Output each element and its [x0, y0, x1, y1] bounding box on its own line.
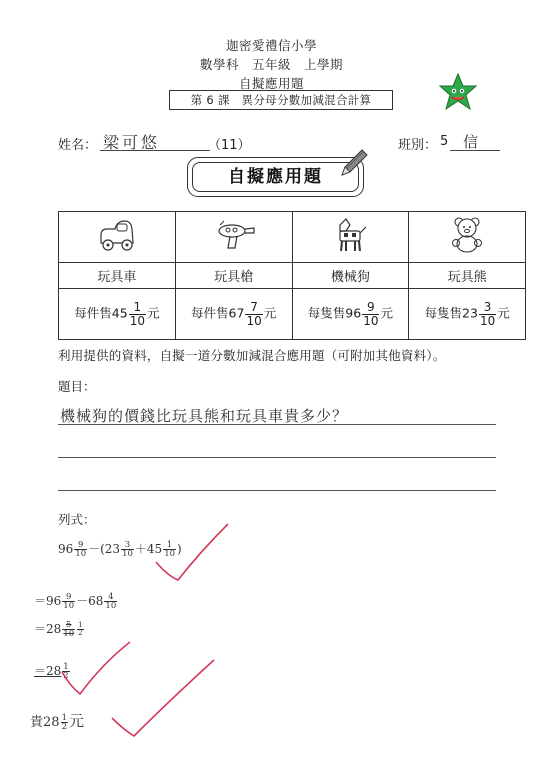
- price-whole: 23: [462, 305, 478, 321]
- writing-line: [58, 424, 496, 425]
- question-label: 題目：: [58, 379, 96, 394]
- item-name: 玩具槍: [175, 263, 292, 289]
- question-answer: 機械狗的價錢比玩具熊和玩具車貴多少？: [60, 407, 349, 425]
- class-label: 班別：: [398, 138, 438, 153]
- worksheet-title: 自擬應用題: [238, 76, 304, 91]
- working-label: 列式：: [58, 512, 96, 527]
- check-mark-icon: [62, 642, 130, 694]
- item-price: [59, 289, 176, 340]
- item-price: [292, 289, 409, 340]
- instruction-text: 利用提供的資料，自擬一道分數加減混合應用題（可附加其他資料）。: [58, 348, 446, 363]
- price-whole: 45: [111, 305, 128, 321]
- price-fraction: $\frac{3}{10}$: [479, 299, 496, 328]
- table-row: [59, 212, 526, 263]
- toy-gun-icon: [212, 215, 256, 255]
- robot-dog-icon: [328, 215, 372, 255]
- teddy-bear-icon: [445, 215, 489, 255]
- working-line-2: ＝96 $\frac{9}{10}$ －68 $\frac{4}{10}$: [34, 591, 117, 611]
- table-row: [59, 263, 526, 289]
- school-name: 迦密愛禮信小學: [225, 38, 317, 53]
- class-grade: 5: [440, 134, 449, 149]
- toy-car-icon: [95, 215, 139, 255]
- price-unit: 元: [380, 305, 393, 321]
- name-underline: [100, 150, 210, 151]
- item-name: 機械狗: [292, 263, 409, 289]
- subject-line: 數學科 五年級 上學期: [199, 57, 343, 72]
- class-underline: [450, 150, 500, 151]
- item-image-cell: [409, 212, 526, 263]
- item-image-cell: [175, 212, 292, 263]
- pencil-icon: [336, 147, 370, 181]
- writing-line: [58, 490, 496, 491]
- price-unit: 元: [497, 305, 510, 321]
- price-whole: 96: [345, 305, 362, 321]
- name-value: 梁可悠: [103, 133, 161, 152]
- price-whole: 67: [228, 305, 245, 321]
- writing-line: [58, 457, 496, 458]
- working-line-3: ＝28 $\frac{5}{10}$ $\frac{1}{2}$: [34, 619, 83, 639]
- table-row: [59, 289, 526, 340]
- price-unit: 元: [263, 305, 277, 321]
- banner-title: 自擬應用題: [192, 162, 359, 192]
- class-number: （11）: [208, 138, 251, 153]
- item-name: 玩具熊: [409, 263, 526, 289]
- price-prefix: 每隻售: [307, 305, 346, 321]
- price-fraction: $\frac{1}{10}$: [129, 299, 145, 328]
- class-value: 信: [463, 133, 479, 151]
- price-prefix: 每件售: [191, 305, 229, 321]
- lesson-title: 第 6 課 異分母分數加減混合計算: [169, 90, 393, 110]
- price-prefix: 每隻售: [424, 305, 463, 321]
- final-answer: 貴28 $\frac{1}{2}$ 元: [30, 712, 84, 732]
- green-star-icon: [437, 72, 479, 114]
- item-price: [175, 289, 292, 340]
- item-image-cell: [59, 212, 176, 263]
- item-price: [409, 289, 526, 340]
- working-line-4: ＝28 $\frac{1}{2}$: [34, 661, 69, 681]
- price-prefix: 每件售: [74, 305, 112, 321]
- check-mark-icon: [112, 660, 214, 736]
- price-fraction: $\frac{7}{10}$: [246, 299, 262, 328]
- working-line-1: 96 $\frac{9}{10}$ －(23 $\frac{3}{10}$ ＋45 $\frac{1}{10}$ ): [58, 539, 182, 559]
- price-unit: 元: [146, 305, 160, 321]
- item-image-cell: [292, 212, 409, 263]
- items-table: [58, 211, 526, 340]
- item-name: 玩具車: [59, 263, 176, 289]
- price-fraction: $\frac{9}{10}$: [363, 299, 379, 328]
- name-label: 姓名：: [58, 138, 98, 153]
